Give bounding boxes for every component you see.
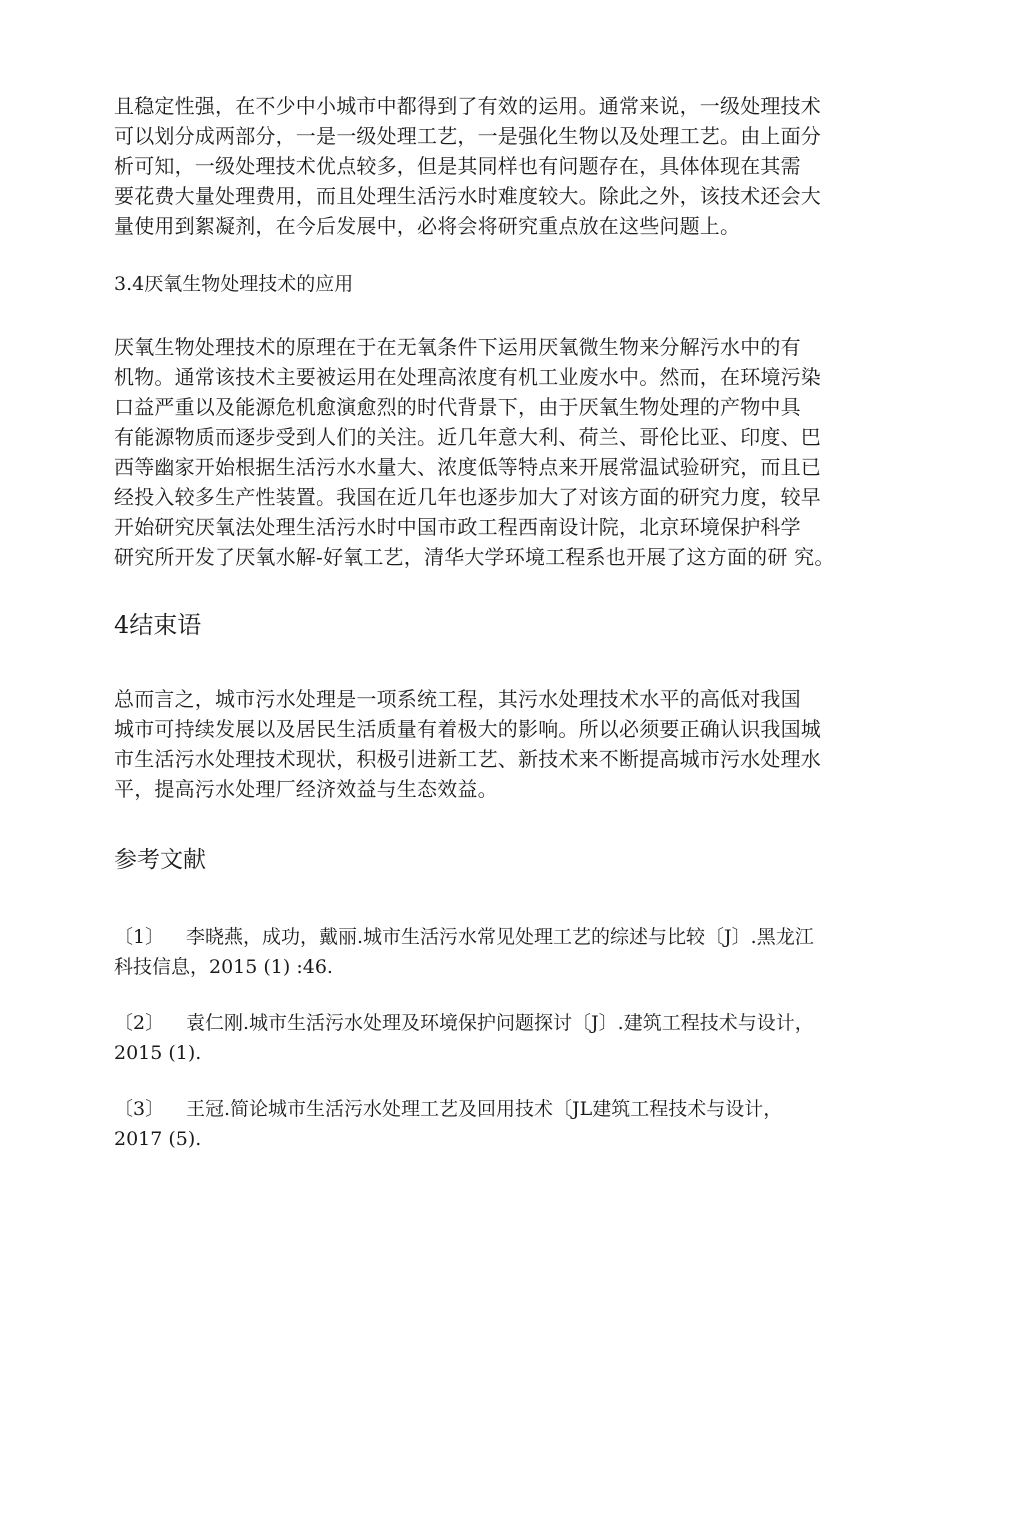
reference-number: 〔2〕 — [114, 1012, 165, 1034]
paragraph-line: 研究所开发了厌氧水解-好氧工艺，清华大学环境工程系也开展了这方面的研 究。 — [114, 545, 835, 569]
paragraph-line: 要花费大量处理费用，而且处理生活污水时难度较大。除此之外，该技术还会大 — [114, 184, 821, 208]
paragraph-line: 有能源物质而逐步受到人们的关注。近几年意大利、荷兰、哥伦比亚、印度、巴 — [114, 425, 821, 449]
paragraph-line: 开始研究厌氧法处理生活污水时中国市政工程西南设计院，北京环境保护科学 — [114, 515, 801, 539]
reference-text: 李晓燕，成功，戴丽.城市生活污水常见处理工艺的综述与比较〔J〕.黑龙江 — [186, 926, 814, 948]
paragraph-line: 城市可持续发展以及居民生活质量有着极大的影响。所以必须要正确认识我国城 — [114, 717, 821, 741]
reference-text: 科技信息，2015 (1) :46. — [114, 956, 333, 978]
reference-item — [114, 1008, 914, 1068]
references-heading: 参考文献 — [114, 847, 206, 873]
paragraph-line: 量使用到絮凝剂，在今后发展中，必将会将研究重点放在这些问题上。 — [114, 214, 741, 238]
paragraph-line: 口益严重以及能源危机愈演愈烈的时代背景下，由于厌氧生物处理的产物中具 — [114, 395, 801, 419]
intro-paragraph — [114, 91, 894, 241]
section-4-paragraph — [114, 684, 894, 804]
reference-text: 王冠.简论城市生活污水处理工艺及回用技术〔JL建筑工程技术与设计， — [186, 1098, 783, 1120]
paragraph-line: 厌氧生物处理技术的原理在于在无氧条件下运用厌氧微生物来分解污水中的有 — [114, 335, 801, 359]
paragraph-line: 西等幽家开始根据生活污水水量大、浓度低等特点来开展常温试验研究，而且已 — [114, 455, 821, 479]
section-4-heading: 4结束语 — [114, 611, 202, 639]
paragraph-line: 总而言之，城市污水处理是一项系统工程，其污水处理技术水平的高低对我国 — [114, 687, 801, 711]
paragraph-line: 析可知，一级处理技术优点较多，但是其同样也有问题存在，具体体现在其需 — [114, 154, 801, 178]
reference-text: 2017 (5). — [114, 1128, 202, 1150]
reference-number: 〔3〕 — [114, 1098, 165, 1120]
paragraph-line: 可以划分成两部分，一是一级处理工艺，一是强化生物以及处理工艺。由上面分 — [114, 124, 821, 148]
reference-item — [114, 1094, 914, 1154]
reference-text: 2015 (1). — [114, 1042, 202, 1064]
paragraph-line: 平，提高污水处理厂经济效益与生态效益。 — [114, 777, 498, 801]
section-3-4-heading: 3.4厌氧生物处理技术的应用 — [114, 273, 354, 295]
paragraph-line: 经投入较多生产性装置。我国在近几年也逐步加大了对该方面的研究力度，较早 — [114, 485, 821, 509]
paragraph-line: 且稳定性强，在不少中小城市中都得到了有效的运用。通常来说，一级处理技术 — [114, 94, 821, 118]
reference-text: 袁仁刚.城市生活污水处理及环境保护问题探讨〔J〕.建筑工程技术与设计， — [186, 1012, 814, 1034]
reference-number: 〔1〕 — [114, 926, 165, 948]
paragraph-line: 机物。通常该技术主要被运用在处理高浓度有机工业废水中。然而，在环境污染 — [114, 365, 821, 389]
paragraph-line: 市生活污水处理技术现状，积极引进新工艺、新技术来不断提高城市污水处理水 — [114, 747, 821, 771]
section-3-4-paragraph — [114, 332, 894, 572]
reference-item — [114, 922, 914, 982]
